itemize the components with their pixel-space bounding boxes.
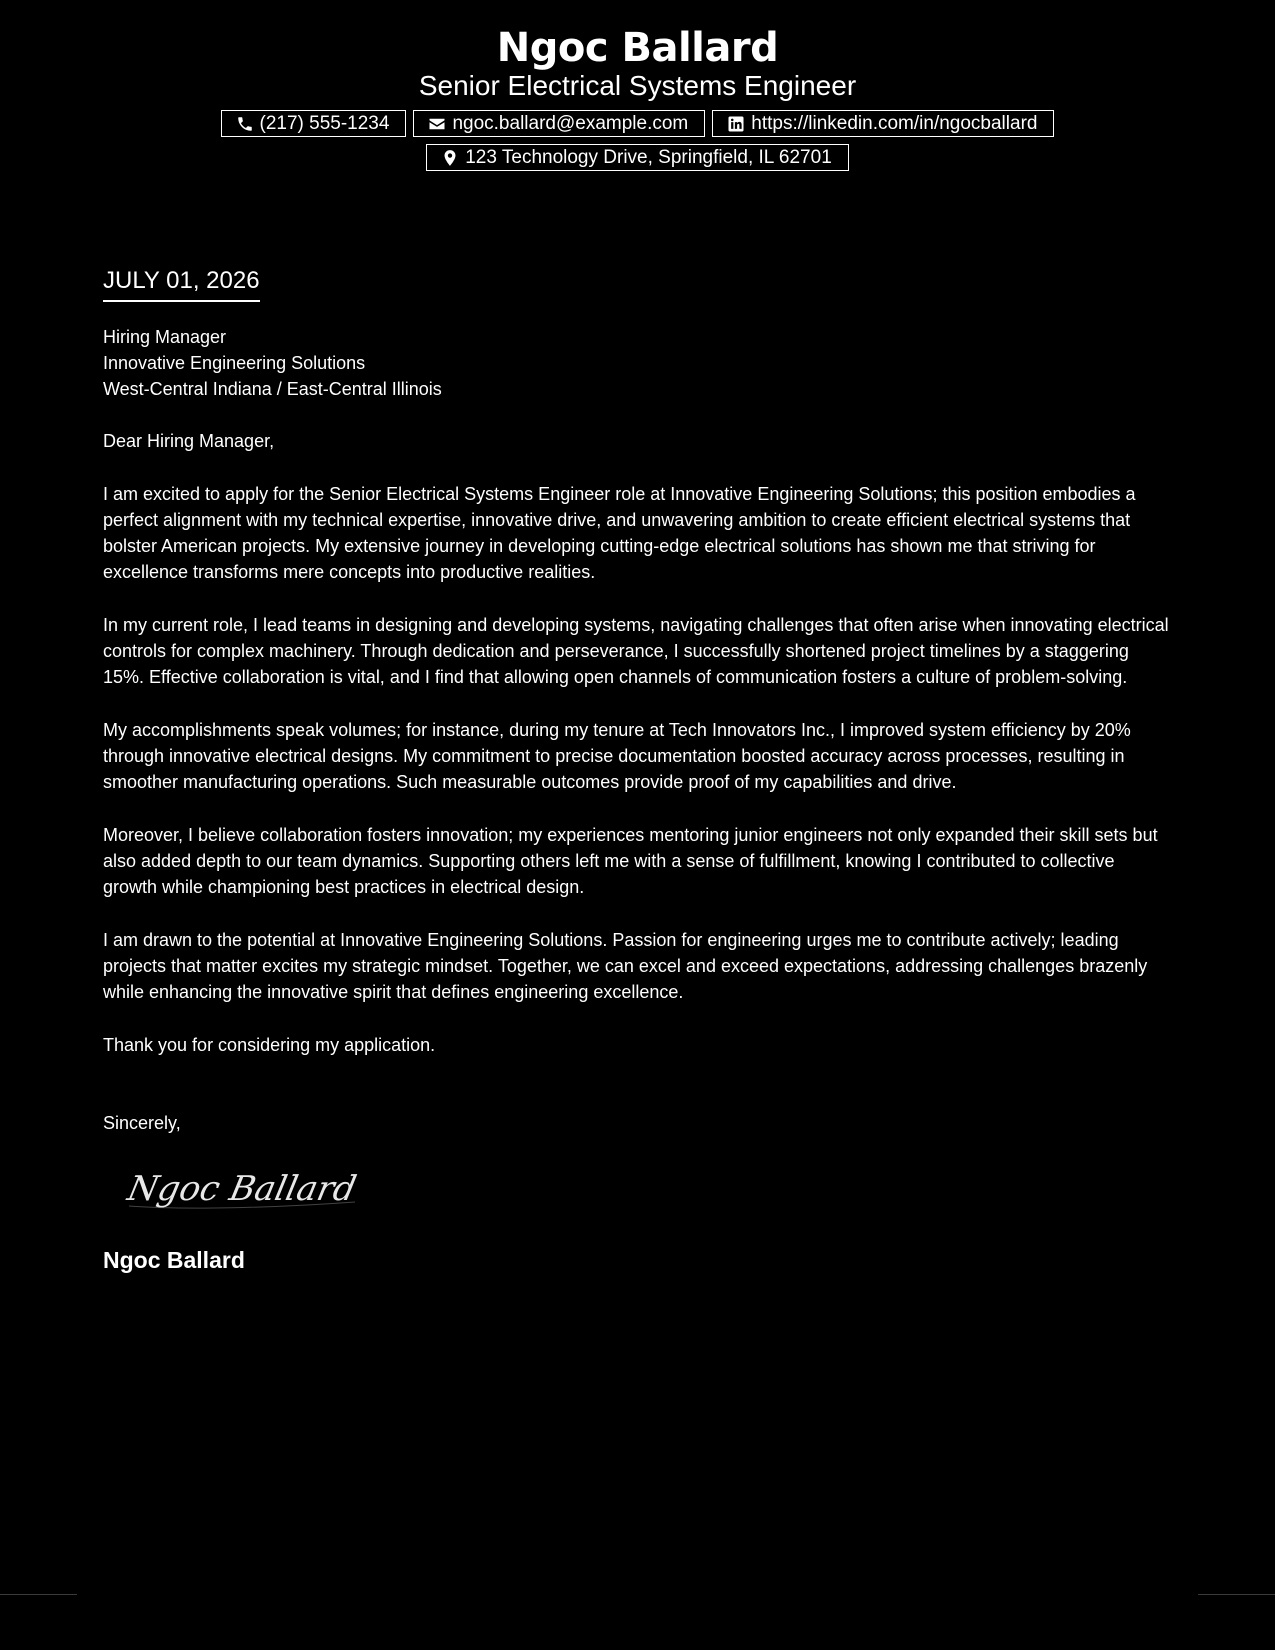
phone-text: (217) 555-1234 (259, 112, 390, 134)
handwritten-signature (123, 1158, 1173, 1218)
linkedin-chip[interactable] (712, 110, 1054, 137)
paragraph-thank-you: Thank you for considering my application. (103, 1035, 436, 1055)
email-chip[interactable] (413, 110, 705, 137)
recipient-company: Innovative Engineering Solutions (103, 353, 366, 373)
recipient-block (103, 324, 1173, 402)
map-pin-icon (441, 149, 459, 167)
paragraph-1: I am excited to apply for the Senior Electrical Systems Engineer role at Innovative Engineering Solutions; this position embodies a perfect alignment with my technical expertise, innovative drive, and unwavering ambition to create efficient electrical systems that bolster American projects. My extensive journey in developing cutting-edge electrical solutions has shown me that striving for excellence transforms mere concepts into productive realities. (103, 484, 1136, 582)
signature-lettering: Ngoc Ballard (124, 1169, 360, 1209)
paragraph-4: Moreover, I believe collaboration fosters innovation; my experiences mentoring junior engineers not only expanded their skill sets but also added depth to our team dynamics. Supporting others left me with a sense of fulfillment, knowing I contributed to collective growth while championing best practices in electrical design. (103, 825, 1158, 897)
recipient-name: Hiring Manager (103, 327, 227, 347)
linkedin-text: https://linkedin.com/in/ngocballard (751, 112, 1038, 134)
footer-rule-left (0, 1594, 77, 1595)
address-chip[interactable] (426, 144, 849, 171)
envelope-icon (428, 115, 446, 133)
applicant-title: Senior Electrical Systems Engineer (418, 70, 857, 101)
paragraph-2: In my current role, I lead teams in designing and developing systems, navigating challenges that often arise when innovating electrical controls for complex machinery. Through dedication and perseverance, I successfully shortened project timelines by a staggering 15%. Effective collaboration is vital, and I find that allowing open channels of communication fosters a culture of problem-solving. (103, 615, 1169, 687)
contact-row-primary (0, 110, 1275, 137)
email-text: ngoc.ballard@example.com (452, 112, 689, 134)
letter-header (0, 22, 1275, 171)
applicant-name: Ngoc Ballard (496, 25, 779, 71)
closing: Sincerely, (103, 1113, 181, 1133)
phone-icon (236, 115, 254, 133)
address-text: 123 Technology Drive, Springfield, IL 62701 (465, 146, 832, 168)
contact-row-secondary (0, 144, 1275, 171)
signer-name: Ngoc Ballard (103, 1247, 245, 1273)
letter-date: JULY 01, 2026 (103, 264, 260, 302)
phone-chip[interactable] (221, 110, 407, 137)
letter-body (103, 264, 1173, 1274)
paragraph-3: My accomplishments speak volumes; for instance, during my tenure at Tech Innovators Inc., I improved system efficiency by 20% through innovative electrical designs. My commitment to precise documentation boosted accuracy across processes, resulting in smoother manufacturing operations. Such measurable outcomes provide proof of my capabilities and drive. (103, 720, 1131, 792)
footer-rule-right (1198, 1594, 1275, 1595)
linkedin-icon (727, 115, 745, 133)
paragraph-5: I am drawn to the potential at Innovative Engineering Solutions. Passion for engineering urges me to contribute actively; leading projects that matter excites my strategic mindset. Together, we can excel and exceed expectations, addressing challenges brazenly while enhancing the innovative spirit that defines engineering excellence. (103, 930, 1148, 1002)
salutation: Dear Hiring Manager, (103, 431, 275, 451)
recipient-location: West-Central Indiana / East-Central Illinois (103, 379, 442, 399)
